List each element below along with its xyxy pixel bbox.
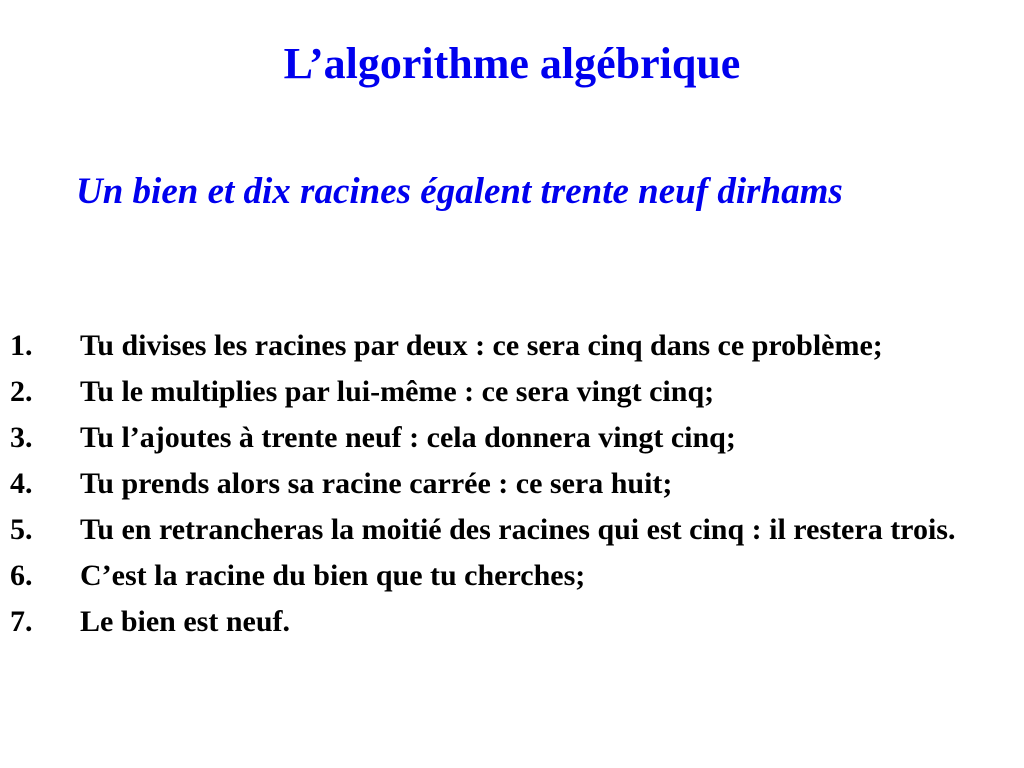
list-item xyxy=(10,514,1010,546)
slide-title: L’algorithme algébrique xyxy=(283,39,741,88)
step-text: Tu en retrancheras la moitié des racines qui est cinq : il restera trois. xyxy=(80,513,956,546)
step-text: C’est la racine du bien que tu cherches; xyxy=(80,559,586,592)
step-number: 5. xyxy=(10,513,33,546)
step-text: Tu l’ajoutes à trente neuf : cela donnera vingt cinq; xyxy=(80,421,736,454)
step-number: 6. xyxy=(10,559,33,592)
step-text: Tu le multiplies par lui-même : ce sera vingt cinq; xyxy=(80,375,715,408)
list-item xyxy=(10,422,1010,454)
list-item xyxy=(10,330,1010,362)
list-item xyxy=(10,376,1010,408)
list-item xyxy=(10,468,1010,500)
step-number: 4. xyxy=(10,467,33,500)
step-number: 2. xyxy=(10,375,33,408)
step-text: Tu divises les racines par deux : ce sera cinq dans ce problème; xyxy=(80,329,883,362)
list-item xyxy=(10,560,1010,592)
steps-list xyxy=(10,330,1010,652)
step-number: 3. xyxy=(10,421,33,454)
step-text: Tu prends alors sa racine carrée : ce sera huit; xyxy=(80,467,673,500)
step-text: Le bien est neuf. xyxy=(80,605,290,638)
step-number: 7. xyxy=(10,605,33,638)
slide-subtitle: Un bien et dix racines égalent trente neuf dirhams xyxy=(76,171,843,212)
step-number: 1. xyxy=(10,329,33,362)
list-item xyxy=(10,606,1010,638)
